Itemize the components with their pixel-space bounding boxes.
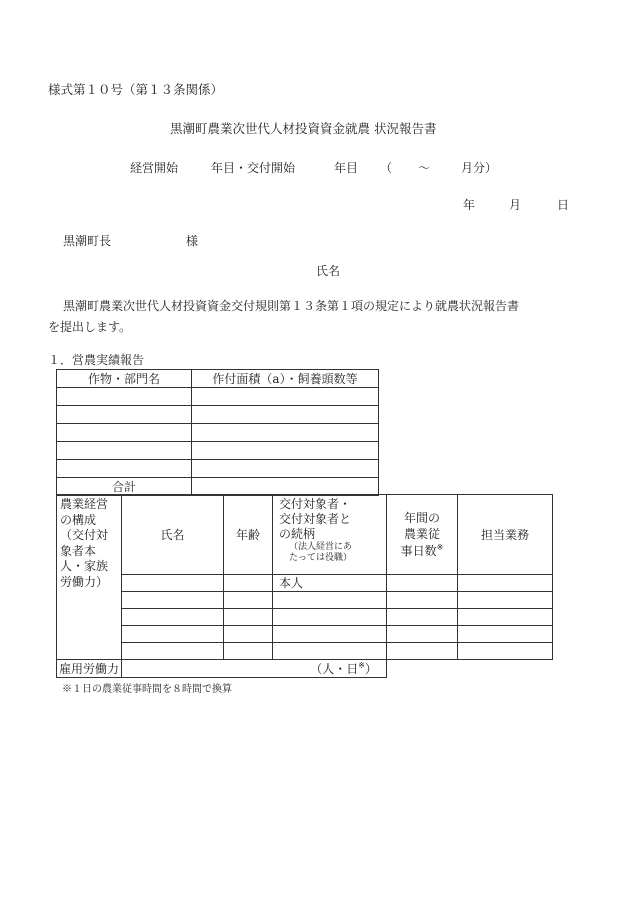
labor-cell-relation: [273, 643, 387, 660]
crop-cell: [57, 460, 192, 478]
labor-cell-name: [122, 592, 224, 609]
labor-cell-days: [387, 575, 458, 592]
labor-cell-relation: [273, 592, 387, 609]
labor-cell-days: [387, 609, 458, 626]
days-line-text: 事日数: [400, 543, 437, 558]
labor-cell-age: [224, 609, 273, 626]
labor-cell-duties: [458, 575, 553, 592]
labor-cell-duties: [458, 592, 553, 609]
crop-header-crop: 作物・部門名: [57, 370, 192, 388]
empty-cell: [387, 660, 458, 678]
crop-total-label: 合計: [57, 478, 192, 496]
labor-row: [57, 626, 553, 643]
crop-row: [57, 442, 379, 460]
crop-table: [56, 369, 379, 496]
body-text-line-2: を提出します。: [48, 320, 132, 334]
labor-cell-duties: [458, 626, 553, 643]
crop-header-area: 作付面積（a）・飼養頭数等: [192, 370, 379, 388]
area-cell: [192, 424, 379, 442]
section1-heading: １．営農実績報告: [48, 353, 145, 367]
labor-cell-relation: [273, 609, 387, 626]
form-number: 様式第１０号（第１３条関係）: [48, 82, 224, 97]
area-cell: [192, 460, 379, 478]
period-year: 年目: [334, 161, 359, 175]
hired-labor-row: [57, 660, 553, 678]
period-year-grant: 年目・交付開始: [211, 161, 296, 175]
body-text-line-1: 黒潮町農業次世代人材投資資金交付規則第１３条第１項の規定により就農状況報告書: [63, 299, 520, 313]
labor-cell-age: [224, 575, 273, 592]
labor-row: [57, 575, 553, 592]
crop-total-value: [192, 478, 379, 496]
crop-row: [57, 388, 379, 406]
area-cell: [192, 442, 379, 460]
days-footnote-mark: ※: [436, 542, 444, 552]
footnote: ※１日の農業従事時間を８時間で換算: [62, 684, 232, 695]
labor-cell-duties: [458, 643, 553, 660]
labor-cell-age: [224, 592, 273, 609]
crop-row: [57, 406, 379, 424]
labor-table: [56, 494, 553, 678]
labor-cell-days: [387, 643, 458, 660]
labor-cell-name: [122, 643, 224, 660]
date-year: 年: [463, 198, 476, 212]
labor-header-relation: [273, 495, 387, 575]
labor-cell-name: [122, 626, 224, 643]
days-line: 農業従: [403, 527, 440, 542]
hired-labor-unit: [122, 660, 387, 678]
addressee-honorific: 様: [186, 234, 199, 248]
period-mgmt-start: 経営開始: [130, 161, 179, 175]
labor-row: [57, 609, 553, 626]
labor-cell-age: [224, 643, 273, 660]
area-cell: [192, 388, 379, 406]
labor-row-label: [57, 495, 122, 660]
area-cell: [192, 406, 379, 424]
labor-header-days: [387, 495, 458, 575]
crop-table-header: [57, 370, 379, 388]
crop-row: [57, 460, 379, 478]
labor-header-age: 年齢: [224, 495, 273, 575]
labor-row-label-line: 農業経営: [60, 497, 109, 511]
labor-table-header: [57, 495, 553, 575]
labor-row: [57, 643, 553, 660]
period-paren: （: [380, 161, 393, 175]
labor-row: [57, 592, 553, 609]
signer-label: 氏名: [316, 264, 341, 278]
labor-cell-name: [122, 609, 224, 626]
hired-unit-text: （人・日: [310, 662, 359, 676]
labor-cell-relation: 本人: [273, 575, 387, 592]
labor-row-label-line: 人・家族: [60, 559, 109, 574]
labor-row-label-line: 労働力）: [60, 574, 109, 589]
addressee-name: 黒潮町長: [63, 234, 112, 248]
labor-header-name: 氏名: [122, 495, 224, 575]
date-month: 月: [509, 198, 522, 212]
relation-line: 交付対象者・: [279, 497, 352, 511]
labor-cell-days: [387, 626, 458, 643]
empty-cell: [458, 660, 553, 678]
crop-cell: [57, 424, 192, 442]
period-tilde: ～: [418, 161, 431, 175]
crop-row: [57, 424, 379, 442]
labor-row-label-line: の構成: [60, 512, 97, 527]
crop-cell: [57, 406, 192, 424]
relation-line: の続柄: [279, 527, 316, 541]
hired-unit-mark: ※: [358, 661, 365, 670]
relation-note-line: たっては役職）: [289, 553, 353, 564]
labor-row-label-line: （交付対: [60, 528, 109, 543]
crop-cell: [57, 442, 192, 460]
document-title: 黒潮町農業次世代人材投資資金就農 状況報告書: [170, 121, 437, 136]
hired-unit-close: ）: [364, 662, 377, 676]
labor-cell-name: [122, 575, 224, 592]
days-line: [387, 543, 457, 559]
crop-total-row: [57, 478, 379, 496]
labor-header-duties: 担当業務: [458, 495, 553, 575]
relation-line: 交付対象者と: [279, 512, 352, 526]
hired-labor-label: 雇用労働力: [57, 660, 122, 678]
labor-cell-age: [224, 626, 273, 643]
labor-row-label-line: 象者本: [60, 543, 97, 558]
crop-cell: [57, 388, 192, 406]
relation-note-line: （法人経営にあ: [289, 542, 353, 552]
labor-cell-duties: [458, 609, 553, 626]
date-day: 日: [557, 198, 570, 212]
period-months: 月分）: [461, 161, 498, 175]
labor-cell-relation: [273, 626, 387, 643]
days-line: 年間の: [403, 511, 440, 526]
labor-cell-days: [387, 592, 458, 609]
